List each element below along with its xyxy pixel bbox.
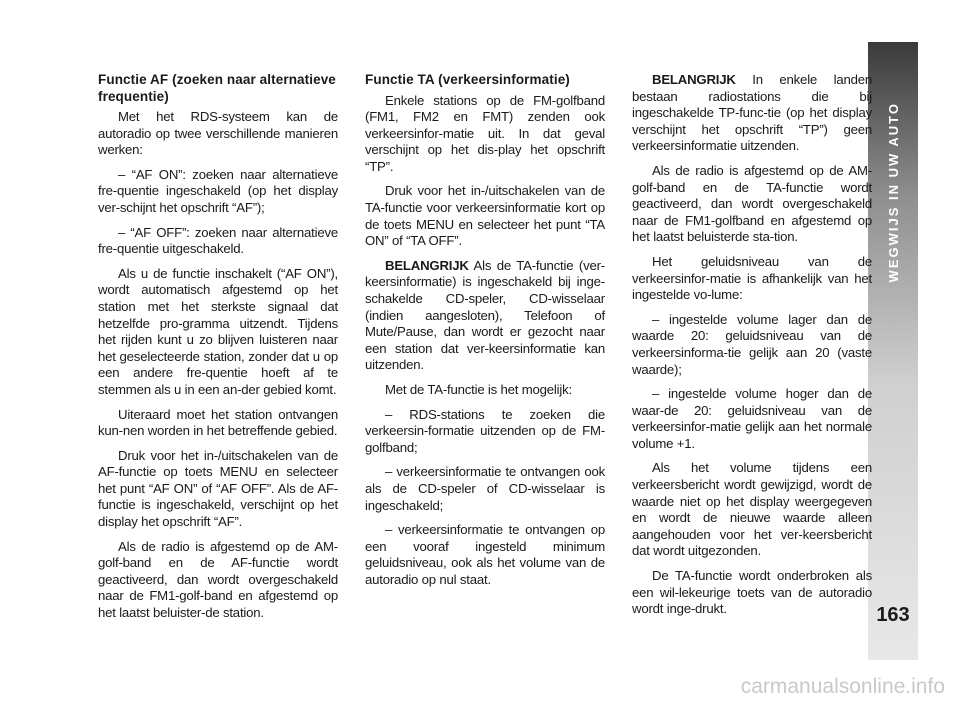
paragraph: De TA-functie wordt onderbroken als een wil-lekeurige toets van de autoradio wordt inge-drukt. [632,568,872,617]
paragraph: – “AF OFF”: zoeken naar alternatieve fre-quentie uitgeschakeld. [98,224,338,257]
paragraph: Uiteraard moet het station ontvangen kun-nen worden in het betreffende gebied. [98,406,338,439]
important-paragraph [632,72,872,155]
paragraph: – verkeersinformatie te ontvangen ook als de CD-speler of CD-wisselaar is ingeschakeld; [365,464,605,513]
important-label: BELANGRIJK [652,72,736,87]
column-ta-continued [632,72,872,626]
important-text: In enkele landen bestaan radiostations die bij ingeschakelde TP-func-tie (op het display verschijnt het opschrift “TP”) geen verkeersinformatie uitzenden. [632,72,872,154]
section-title [868,42,918,342]
heading-af-function: Functie AF (zoeken naar alternatieve frequentie) [98,72,336,104]
paragraph: – “AF ON”: zoeken naar alternatieve fre-quentie ingeschakeld (op het display ver-schijnt het opschrift “AF”); [98,166,338,215]
heading-ta-function: Functie TA (verkeersinformatie) [365,72,570,87]
important-label: BELANGRIJK [385,257,469,273]
paragraph: Druk voor het in-/uitschakelen van de TA-functie voor verkeersinformatie kort op de toets MENU en selecteer het punt “TA ON” of “TA OFF”. [365,183,605,249]
paragraph: Als het volume tijdens een verkeersbericht wordt gewijzigd, wordt de waarde niet op het display weergegeven en wordt de nieuwe waarde alleen aangehouden voor het ver-keersbericht dat wordt uitgezonden. [632,460,872,559]
column-ta-function [365,72,605,597]
important-paragraph [365,258,605,374]
paragraph: Als u de functie inschakelt (“AF ON”), wordt automatisch afgestemd op het station met het sterkste signaal dat hetzelfde pro-gramma uitzendt. Tijdens het rijden kunt u zo blijven luisteren naar het geselecteerde station, zonder dat u op een andere fre-quentie hoeft af te stemmen als u in een an-der gebied komt. [98,265,338,397]
paragraph: – ingestelde volume lager dan de waarde 20: geluidsniveau van de verkeersinforma-tie gelijk aan 20 (vaste waarde); [632,311,872,377]
paragraph: – ingestelde volume hoger dan de waar-de 20: geluidsniveau van de verkeersinfor-matie gelijk aan het normale volume +1. [632,386,872,451]
column-af-function [98,72,338,630]
watermark: carmanualsonline.info [740,675,945,698]
important-text: Als de TA-functie (ver-keersinformatie) is ingeschakeld bij inge-schakelde CD-speler, CD-wisselaar (indien aangesloten), Telefoon of Mute/Pause, dan wordt er gezocht naar een station dat ver-keersinformatie kan uitzenden. [365,257,605,373]
paragraph: Als de radio is afgestemd op de AM-golf-band en de AF-functie wordt geactiveerd, dan wordt overgeschakeld naar de FM1-golf-band en afgestemd op het laatst beluister-de station. [98,538,338,621]
paragraph: Enkele stations op de FM-golfband (FM1, FM2 en FMT) zenden ook verkeersinfor-matie uit. In dat geval verschijnt op het dis-play het opschrift “TP”. [365,92,605,174]
paragraph: – RDS-stations te zoeken die verkeersin-formatie uitzenden op de FM-golfband; [365,406,605,455]
page-number: 163 [876,604,910,626]
paragraph: Druk voor het in-/uitschakelen van de AF-functie op toets MENU en selecteer het punt “AF ON” of “AF OFF”. Als de AF-functie is ingeschakeld, verschijnt op het display het opschrift “AF”. [98,447,338,530]
paragraph: Met de TA-functie is het mogelijk: [385,382,572,397]
paragraph: Als de radio is afgestemd op de AM-golf-band en de TA-functie wordt geactiveerd, dan wordt overgeschakeld naar de FM1-golfband en afgestemd op het laatst beluisterde sta-tion. [632,162,872,245]
paragraph: Met het RDS-systeem kan de autoradio op twee verschillende manieren werken: [98,109,338,158]
paragraph: Het geluidsniveau van de verkeersinfor-matie is afhankelijk van het ingestelde vo-lume: [632,253,872,303]
paragraph: – verkeersinformatie te ontvangen op een vooraf ingesteld minimum geluidsniveau, ook als het volume van de autoradio op nul staat. [365,522,605,587]
section-title-text: WEGWIJS IN UW AUTO [885,101,901,283]
